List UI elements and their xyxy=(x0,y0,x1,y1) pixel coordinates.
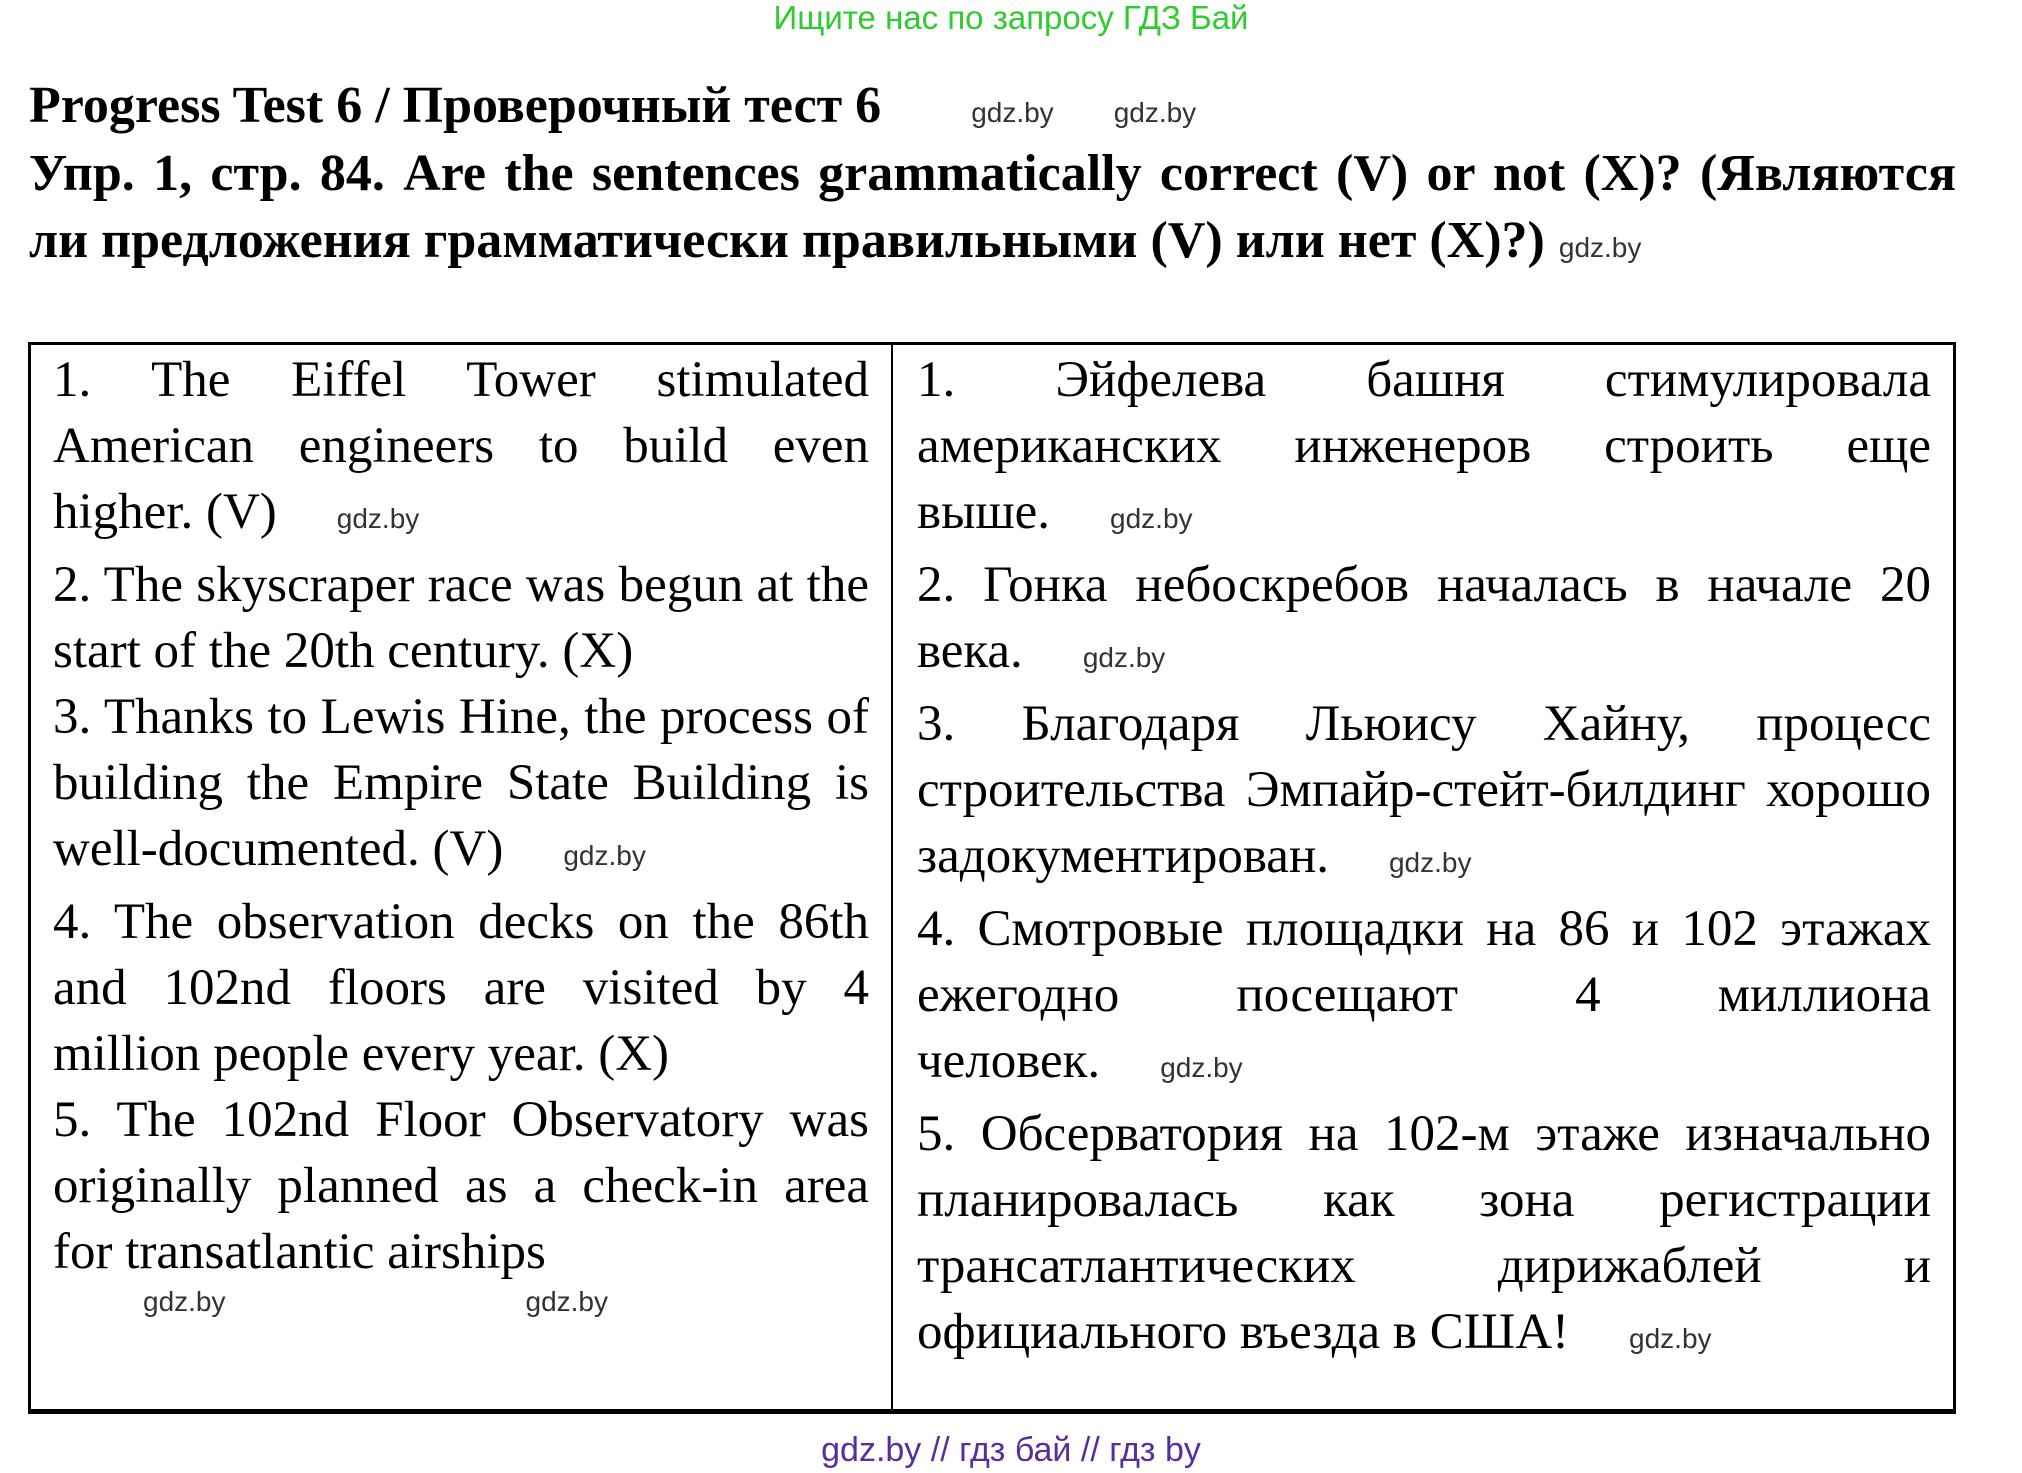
english-sentence: 1. The Eiffel Tower stimulated American engineers to build even higher. (V) xyxy=(53,352,869,540)
russian-sentence: 4. Смотровые площадки на 86 и 102 этажах ежегодно посещают 4 миллиона человек. xyxy=(917,901,1931,1089)
english-sentence: 4. The observation decks on the 86th and 102nd floors are visited by 4 million people every year. (X) xyxy=(53,894,869,1082)
watermark: gdz.by xyxy=(1082,642,1166,673)
english-item xyxy=(53,684,869,889)
page-title: Progress Test 6 / Проверочный тест 6 xyxy=(29,77,882,134)
russian-item xyxy=(917,552,1931,691)
russian-item xyxy=(917,896,1931,1101)
russian-column xyxy=(893,345,1953,1409)
search-banner: Ищите нас по запросу ГДЗ Бай xyxy=(773,0,1249,36)
english-column xyxy=(31,345,893,1409)
english-sentence: 5. The 102nd Floor Observatory was originally planned as a check-in area for transatlantic airships xyxy=(53,1092,869,1280)
russian-item xyxy=(917,347,1931,552)
russian-sentence: 1. Эйфелева башня стимулировала американских инженеров строить еще выше. xyxy=(917,352,1931,540)
footer-links: gdz.by // гдз бай // гдз by xyxy=(821,1431,1201,1469)
english-item xyxy=(53,552,869,684)
watermark: gdz.by xyxy=(971,97,1054,128)
watermark: gdz.by xyxy=(1388,847,1472,878)
russian-item xyxy=(917,1101,1931,1372)
russian-sentence: 3. Благодаря Льюису Хайну, процесс строительства Эмпайр-стейт-билдинг хорошо задокументирован. xyxy=(917,696,1931,884)
watermark: gdz.by xyxy=(336,503,420,534)
russian-item xyxy=(917,691,1931,896)
russian-sentence: 2. Гонка небоскребов началась в начале 20 века. xyxy=(917,557,1931,679)
exercise-heading-block xyxy=(29,140,1956,281)
watermark: gdz.by xyxy=(143,1286,226,1317)
watermark: gdz.by xyxy=(563,840,646,871)
watermark: gdz.by xyxy=(1113,97,1197,128)
exercise-heading: Упр. 1, стр. 84. Are the sentences grammatically correct (V) or not (X)? (Являются ли предложения грамматически правильными (V) или нет (X)?) xyxy=(29,145,1956,269)
page-title-line xyxy=(29,72,1956,146)
english-item xyxy=(53,347,869,552)
watermark: gdz.by xyxy=(1110,503,1193,534)
watermark: gdz.by xyxy=(525,1286,608,1317)
watermark-row xyxy=(53,1285,869,1319)
watermark: gdz.by xyxy=(1160,1052,1243,1083)
english-sentence: 3. Thanks to Lewis Hine, the process of building the Empire State Building is well-documented. (V) xyxy=(53,689,869,877)
watermark: gdz.by xyxy=(1558,232,1642,263)
english-item xyxy=(53,889,869,1087)
answers-table xyxy=(28,342,1956,1414)
english-sentence: 2. The skyscraper race was begun at the start of the 20th century. (X) xyxy=(53,557,869,679)
watermark: gdz.by xyxy=(1629,1323,1712,1354)
russian-sentence: 5. Обсерватория на 102-м этаже изначально планировалась как зона регистрации трансатлантических дирижаблей и официального въезда в США! xyxy=(917,1106,1931,1360)
english-item xyxy=(53,1087,869,1285)
